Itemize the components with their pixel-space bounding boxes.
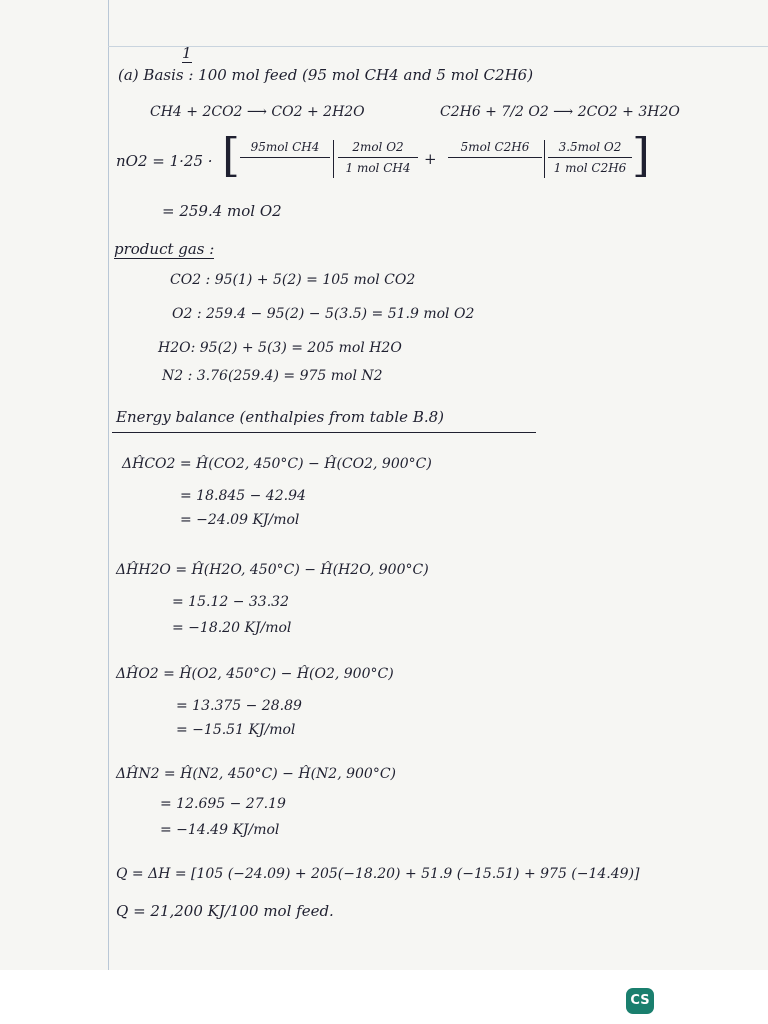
right-bracket: ] [632,128,650,182]
frac2-den: 1 mol CH4 [345,161,411,175]
margin-line [108,0,109,970]
q-result: Q = 21,200 KJ/100 mol feed. [116,902,334,920]
frac2-rule [338,157,418,158]
dh-n2-eq: ΔĤN2 = Ĥ(N2, 450°C) − Ĥ(N2, 900°C) [116,766,396,782]
no2-prefix: nO2 = 1·25 · [116,152,213,170]
plus-sign: + [424,150,437,168]
fraction-o2-per-c2h6 [548,140,632,175]
dh-o2-eq: ΔĤO2 = Ĥ(O2, 450°C) − Ĥ(O2, 900°C) [116,666,394,682]
no2-result: = 259.4 mol O2 [162,202,282,220]
dh-h2o-l2: = 15.12 − 33.32 [172,594,289,610]
q-equation: Q = ΔH = [105 (−24.09) + 205(−18.20) + 51.9 (−15.51) + 975 (−14.49)] [116,866,640,882]
reaction-ch4: CH4 + 2CO2 ⟶ CO2 + 2H2O [150,104,365,120]
camscanner-logo: CS [626,988,654,1014]
left-bracket: [ [222,128,240,182]
reaction-c2h6: C2H6 + 7/2 O2 ⟶ 2CO2 + 3H2O [440,104,680,120]
page-number: 1 [182,44,192,62]
product-co2: CO2 : 95(1) + 5(2) = 105 mol CO2 [170,272,416,288]
frac2-num: 2mol O2 [352,140,404,154]
energy-heading-underline [112,432,536,433]
dh-co2-l2: = 18.845 − 42.94 [180,488,306,504]
frac4-rule [548,157,632,158]
product-gas-heading: product gas : [114,240,215,258]
frac1-rule [240,157,330,158]
dh-n2-l2: = 12.695 − 27.19 [160,796,286,812]
fraction-o2-per-ch4 [338,140,418,175]
unit-divider-1 [333,140,334,178]
product-h2o: H2O: 95(2) + 5(3) = 205 mol H2O [158,340,402,356]
frac4-den: 1 mol C2H6 [553,161,627,175]
product-o2: O2 : 259.4 − 95(2) − 5(3.5) = 51.9 mol O2 [172,306,475,322]
energy-heading: Energy balance (enthalpies from table B.8) [116,408,445,426]
dh-h2o-l3: = −18.20 KJ/mol [172,620,292,636]
dh-n2-l3: = −14.49 KJ/mol [160,822,280,838]
frac1-num: 95mol CH4 [250,140,320,154]
unit-divider-2 [544,140,545,178]
dh-co2-eq: ΔĤCO2 = Ĥ(CO2, 450°C) − Ĥ(CO2, 900°C) [122,456,432,472]
top-rule [108,46,768,47]
dh-co2-l3: = −24.09 KJ/mol [180,512,300,528]
product-n2: N2 : 3.76(259.4) = 975 mol N2 [162,368,383,384]
dh-h2o-eq: ΔĤH2O = Ĥ(H2O, 450°C) − Ĥ(H2O, 900°C) [116,562,429,578]
dh-o2-l3: = −15.51 KJ/mol [176,722,296,738]
frac3-num: 5mol C2H6 [460,140,530,154]
dh-o2-l2: = 13.375 − 28.89 [176,698,302,714]
frac3-rule [448,157,542,158]
frac4-num: 3.5mol O2 [558,140,622,154]
fraction-c2h6-feed [448,140,542,161]
basis-line: (a) Basis : 100 mol feed (95 mol CH4 and 5 mol C2H6) [118,66,534,84]
fraction-ch4-feed [240,140,330,161]
